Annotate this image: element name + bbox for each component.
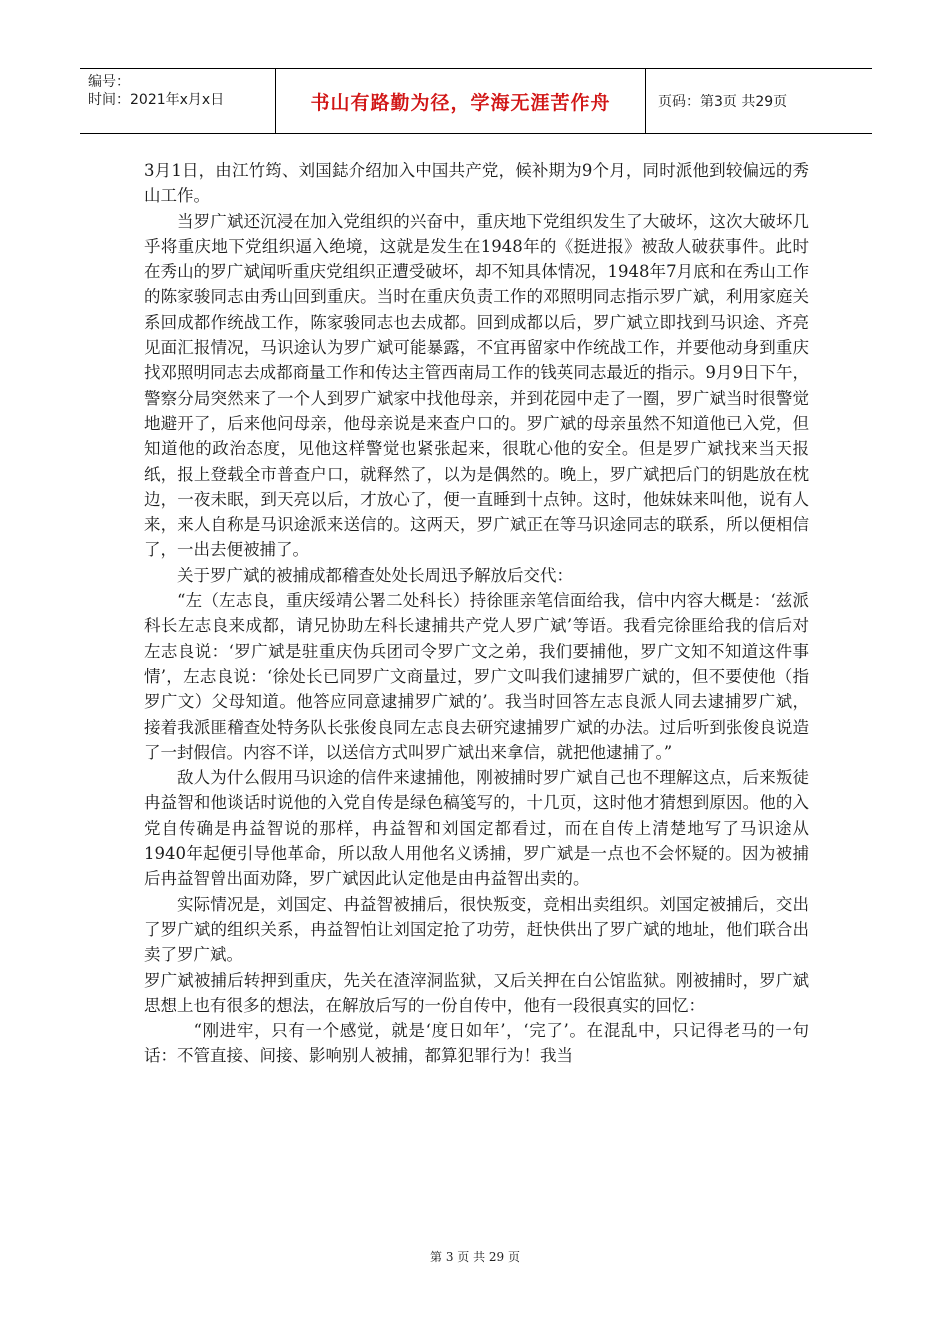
paragraph: 实际情况是，刘国定、冉益智被捕后，很快叛变，竞相出卖组织。刘国定被捕后，交出了罗广斌的组织关系，冉益智怕让刘国定抢了功劳，赶快供出了罗广斌的地址，他们联合出卖了罗广斌。 — [144, 894, 809, 965]
paragraph: 当罗广斌还沉浸在加入党组织的兴奋中，重庆地下党组织发生了大破坏，这次大破坏几乎将重庆地下党组织逼入绝境，这就是发生在1948年的《挺进报》被敌人破获事件。此时在秀山的罗广斌闻听重庆党组织正遭受破坏，却不知具体情况，1948年7月底和在秀山工作的陈家骏同志由秀山回到重庆。当时在重庆负责工作的邓照明同志指示罗广斌，利用家庭关系回成都作统战工作，陈家骏同志也去成都。回到成都以后，罗广斌立即找到马识途、齐亮见面汇报情况，马识途认为罗广斌可能暴露，不宜再留家中作统战工作，并要他动身到重庆找邓照明同志去成都商量工作和传达主管西南局工作的钱英同志最近的指示。9月9日下午，警察分局突然来了一个人到罗广斌家中找他母亲，并到花园中走了一圈，罗广斌当时很警觉地避开了，后来他问母亲，他母亲说是来查户口的。罗广斌的母亲虽然不知道他已入党，但知道他的政治态度，见他这样警觉也紧张起来，很耽心他的安全。但是罗广斌找来当天报纸，报上登载全市普查户口，就释然了，以为是偶然的。晚上，罗广斌把后门的钥匙放在枕边，一夜未眠，到天亮以后，才放心了，便一直睡到十点钟。这时，他妹妹来叫他，说有人来，来人自称是马识途派来送信的。这两天，罗广斌正在等马识途同志的联系，所以便相信了，一出去便被捕了。 — [144, 211, 809, 560]
paragraph: 敌人为什么假用马识途的信件来逮捕他，刚被捕时罗广斌自己也不理解这点，后来叛徒冉益智和他谈话时说他的入党自传是绿色稿笺写的，十几页，这时他才猜想到原因。他的入党自传确是冉益智说的那样，冉益智和刘国定都看过，而在自传上清楚地写了马识途从1940年起便引导他革命，所以敌人用他名义诱捕，罗广斌是一点也不会怀疑的。因为被捕后冉益智曾出面劝降，罗广斌因此认定他是由冉益智出卖的。 — [144, 768, 809, 889]
quote-paragraph: “左（左志良，重庆绥靖公署二处科长）持徐匪亲笔信面给我，信中内容大概是：‘兹派科长左志良来成都，请兄协助左科长逮捕共产党人罗广斌’等语。我看完徐匪给我的信后对左志良说：‘罗广斌是驻重庆伪兵团司令罗广文之弟，我们要捕他，罗广文知不知道这件事情’，左志良说：‘徐处长已同罗广文商量过，罗广文叫我们逮捕罗广斌的，但不要使他（指罗广文）父母知道。他答应同意逮捕罗广斌的’。我当时回答左志良派人同去逮捕罗广斌，接着我派匪稽查处特务队长张俊良同左志良去研究逮捕罗广斌的办法。过后听到张俊良说造了一封假信。内容不详，以送信方式叫罗广斌出来拿信，就把他逮捕了。” — [144, 591, 809, 762]
header-motto: 书山有路勤为径，学海无涯苦作舟 — [276, 69, 646, 133]
doc-code-label: 编号： — [88, 74, 130, 90]
paragraph: 关于罗广斌的被捕成都稽查处处长周迅予解放后交代： — [177, 565, 573, 585]
header-meta — [80, 69, 276, 133]
doc-time-label: 时间：2021年x月x日 — [88, 92, 225, 108]
page-header — [80, 68, 872, 134]
paragraph: 3月1日，由江竹筠、刘国鋕介绍加入中国共产党，候补期为9个月，同时派他到较偏远的秀山工作。 — [144, 161, 809, 206]
page-footer: 第 3 页 共 29 页 — [430, 1250, 520, 1264]
header-page-info: 页码：第3页 共29页 — [658, 94, 788, 110]
document-body — [144, 158, 809, 1069]
paragraph: 罗广斌被捕后转押到重庆，先关在渣滓洞监狱，又后关押在白公馆监狱。刚被捕时，罗广斌思想上也有很多的想法，在解放后写的一份自传中，他有一段很真实的回忆： — [144, 970, 809, 1015]
quote-paragraph: “刚进牢，只有一个感觉，就是‘度日如年’，‘完了’。在混乱中，只记得老马的一句话：不管直接、间接、影响别人被捕，都算犯罪行为！我当 — [144, 1021, 809, 1066]
